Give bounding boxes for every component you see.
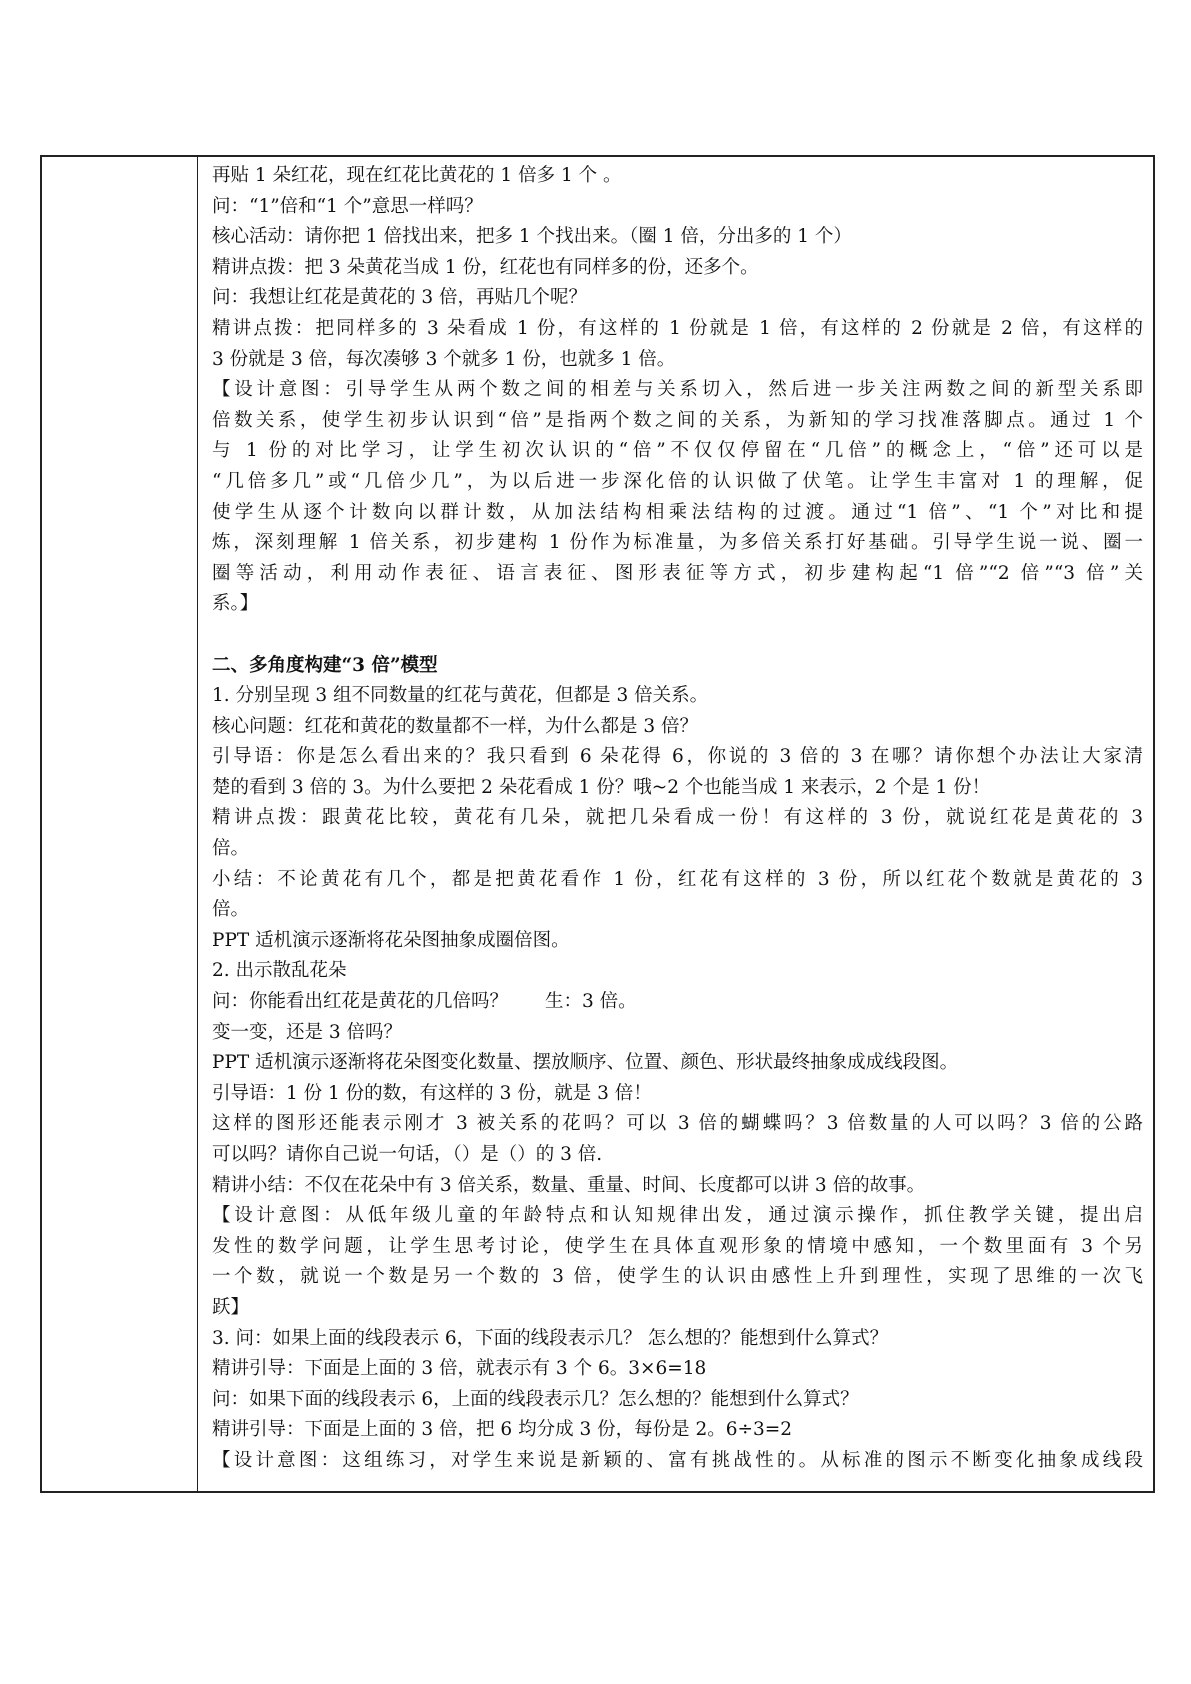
text-line: 3. 问：如果上面的线段表示 6，下面的线段表示几？ 怎么想的？能想到什么算式？ bbox=[212, 1327, 889, 1349]
text-line: 倍数关系，使学生初步认识到“倍”是指两个数之间的关系，为新知的学习找准落脚点。通过 1 个 bbox=[212, 409, 1143, 431]
text-line: 与 1 份的对比学习，让学生初次认识的“倍”不仅仅停留在“几倍”的概念上，“倍”还可以是 bbox=[212, 440, 1143, 462]
text-line: 精讲点拨：跟黄花比较，黄花有几朵，就把几朵看成一份！有这样的 3 份，就说红花是黄花的 3 bbox=[212, 807, 1143, 829]
text-line: 这样的图形还能表示刚才 3 被关系的花吗？可以 3 倍的蝴蝶吗？3 倍数量的人可以吗？3 倍的公路 bbox=[212, 1113, 1143, 1135]
text-line: 【设计意图：引导学生从两个数之间的相差与关系切入，然后进一步关注两数之间的新型关系即 bbox=[212, 379, 1143, 401]
text-line: 引导语：1 份 1 份的数，有这样的 3 份，就是 3 倍！ bbox=[212, 1082, 652, 1104]
text-line: 3 份就是 3 倍，每次凑够 3 个就多 1 份，也就多 1 倍。 bbox=[212, 348, 676, 370]
text-line: 【设计意图：从低年级儿童的年龄特点和认知规律出发，通过演示操作，抓住教学关键，提出启 bbox=[212, 1205, 1143, 1227]
text-line: 2. 出示散乱花朵 bbox=[212, 960, 347, 982]
text-line: 1. 分别呈现 3 组不同数量的红花与黄花，但都是 3 倍关系。 bbox=[212, 685, 709, 707]
text-line: 变一变，还是 3 倍吗？ bbox=[212, 1021, 403, 1043]
text-line: 系。】 bbox=[212, 593, 259, 615]
text-line: 问：你能看出红花是黄花的几倍吗？ 生：3 倍。 bbox=[212, 991, 637, 1013]
text-line: 【设计意图：这组练习，对学生来说是新颖的、富有挑战性的。从标准的图示不断变化抽象成线段 bbox=[212, 1449, 1143, 1471]
text-line: 精讲引导：下面是上面的 3 倍，把 6 均分成 3 份，每份是 2。6÷3=2 bbox=[212, 1419, 793, 1441]
text-line: 跃】 bbox=[212, 1296, 250, 1318]
text-line: 倍。 bbox=[212, 899, 250, 921]
text-line: 精讲点拨：把 3 朵黄花当成 1 份，红花也有同样多的份，还多个。 bbox=[212, 256, 759, 278]
blank-line bbox=[212, 620, 1143, 651]
text-line: 小结：不论黄花有几个，都是把黄花看作 1 份，红花有这样的 3 份，所以红花个数就是黄花的 3 bbox=[212, 868, 1143, 890]
text-line: 可以吗？请你自己说一句话，（）是（）的 3 倍. bbox=[212, 1144, 603, 1165]
text-line: “几倍多几”或“几倍少几”，为以后进一步深化倍的认识做了伏笔。让学生丰富对 1 的理解，促 bbox=[212, 470, 1143, 492]
text-line: 精讲点拨：把同样多的 3 朵看成 1 份，有这样的 1 份就是 1 倍，有这样的 2 份就是 2 倍，有这样的 bbox=[212, 317, 1143, 339]
text-line: 问：如果下面的线段表示 6，上面的线段表示几？怎么想的？能想到什么算式？ bbox=[212, 1388, 859, 1410]
left-column-empty-cell bbox=[42, 157, 198, 1491]
text-line: 再贴 1 朵红花，现在红花比黄花的 1 倍多 1 个 。 bbox=[212, 165, 622, 186]
text-line: 问：我想让红花是黄花的 3 倍，再贴几个呢？ bbox=[212, 287, 588, 309]
section-heading: 二、多角度构建“3 倍”模型 bbox=[212, 654, 438, 676]
text-line: 一个数，就说一个数是另一个数的 3 倍，使学生的认识由感性上升到理性，实现了思维的一次飞 bbox=[212, 1266, 1143, 1288]
text-line: 引导语：你是怎么看出来的？我只看到 6 朵花得 6，你说的 3 倍的 3 在哪？请你想个办法让大家清 bbox=[212, 746, 1143, 768]
text-line: 精讲引导：下面是上面的 3 倍，就表示有 3 个 6。3×6=18 bbox=[212, 1358, 707, 1380]
lesson-content-cell bbox=[198, 157, 1153, 1491]
text-line: 倍。 bbox=[212, 838, 250, 860]
text-line: 炼，深刻理解 1 倍关系，初步建构 1 份作为标准量，为多倍关系打好基础。引导学生说一说、圈一 bbox=[212, 532, 1143, 554]
text-line: PPT 适机演示逐渐将花朵图抽象成圈倍图。 bbox=[212, 929, 570, 951]
text-line: 圈等活动，利用动作表征、语言表征、图形表征等方式，初步建构起“1 倍”“2 倍”“3 倍”关 bbox=[212, 562, 1143, 584]
text-line: 使学生从逐个计数向以群计数，从加法结构相乘法结构的过渡。通过“1 倍”、“1 个”对比和提 bbox=[212, 501, 1143, 523]
text-line: 核心活动：请你把 1 倍找出来，把多 1 个找出来。（圈 1 倍，分出多的 1 个） bbox=[212, 226, 852, 248]
text-line: 楚的看到 3 倍的 3。为什么要把 2 朵花看成 1 份？哦~2 个也能当成 1 来表示，2 个是 1 份！ bbox=[212, 776, 991, 798]
text-line: 精讲小结：不仅在花朵中有 3 倍关系，数量、重量、时间、长度都可以讲 3 倍的故事。 bbox=[212, 1174, 926, 1196]
text-line: 核心问题：红花和黄花的数量都不一样，为什么都是 3 倍？ bbox=[212, 715, 699, 737]
text-line: 问：“1”倍和“1 个”意思一样吗？ bbox=[212, 195, 483, 217]
lesson-plan-table bbox=[40, 155, 1155, 1493]
text-line: PPT 适机演示逐渐将花朵图变化数量、摆放顺序、位置、颜色、形状最终抽象成成线段图。 bbox=[212, 1052, 959, 1074]
text-line: 发性的数学问题，让学生思考讨论，使学生在具体直观形象的情境中感知，一个数里面有 3 个另 bbox=[212, 1235, 1143, 1257]
